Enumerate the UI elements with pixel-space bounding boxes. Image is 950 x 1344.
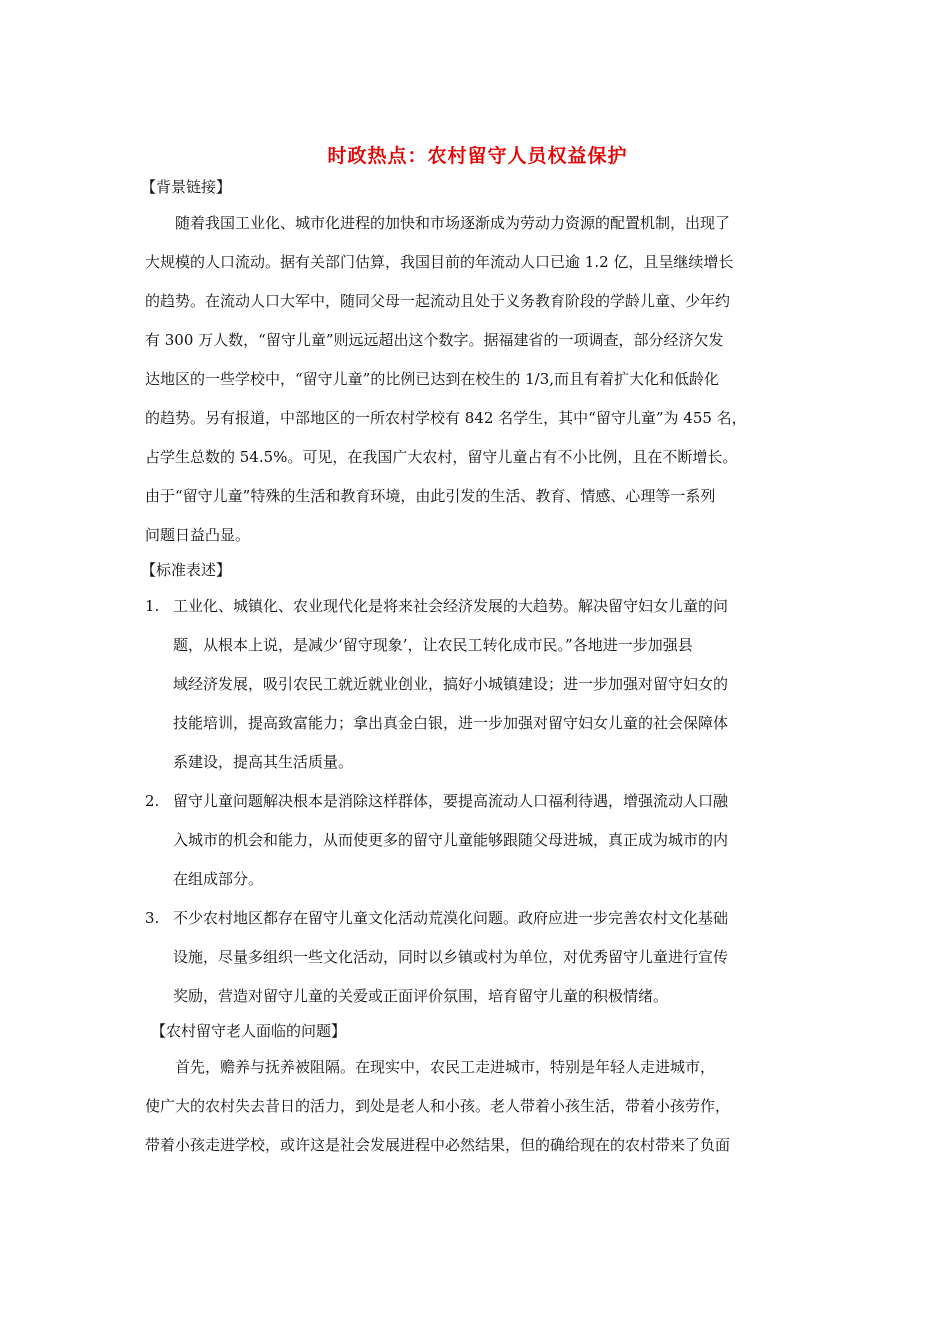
paragraph-line: 有 300 万人数，“留守儿童”则远远超出这个数字。据福建省的一项调查，部分经济欠发 [145, 331, 724, 349]
section-heading-background: 【背景链接】 [141, 178, 232, 196]
paragraph-line: 占学生总数的 54.5%。可见，在我国广大农村，留守儿童占有不小比例，且在不断增长。 [145, 448, 738, 466]
list-line: 设施，尽量多组织一些文化活动，同时以乡镇或村为单位，对优秀留守儿童进行宣传 [173, 948, 729, 966]
paragraph-line: 使广大的农村失去昔日的活力，到处是老人和小孩。老人带着小孩生活，带着小孩劳作， [145, 1097, 731, 1115]
paragraph-line: 首先，赡养与抚养被阻隔。在现实中，农民工走进城市，特别是年轻人走进城市， [175, 1058, 716, 1076]
list-item [145, 587, 810, 782]
list-line: 题，从根本上说，是减少‘留守现象’，让农民工转化成市民。”各地进一步加强县 [173, 636, 693, 654]
list-line: 系建设，提高其生活质量。 [173, 753, 354, 771]
paragraph-line: 达地区的一些学校中，“留守儿童”的比例已达到在校生的 1/3,而且有着扩大化和低龄化 [145, 370, 720, 388]
list-number: 1. [145, 597, 160, 615]
list-line: 不少农村地区都存在留守儿童文化活动荒漠化问题。政府应进一步完善农村文化基础 [173, 909, 729, 927]
list-line: 技能培训，提高致富能力；拿出真金白银，进一步加强对留守妇女儿童的社会保障体 [173, 714, 729, 732]
standard-list [145, 587, 810, 1016]
section-heading-elderly: 【农村留守老人面临的问题】 [151, 1022, 347, 1040]
paragraph-line: 的趋势。在流动人口大军中，随同父母一起流动且处于义务教育阶段的学龄儿童、少年约 [145, 292, 731, 310]
list-line: 奖励，营造对留守儿童的关爱或正面评价氛围，培育留守儿童的积极情绪。 [173, 987, 669, 1005]
list-number: 2. [145, 792, 160, 810]
list-number: 3. [145, 909, 160, 927]
paragraph-line: 的趋势。另有报道，中部地区的一所农村学校有 842 名学生，其中“留守儿童”为 455 名， [145, 409, 747, 427]
paragraph-line: 带着小孩走进学校，或许这是社会发展进程中必然结果，但的确给现在的农村带来了负面 [145, 1136, 731, 1154]
elderly-paragraph [145, 1048, 810, 1165]
paragraph-line: 问题日益凸显。 [145, 526, 251, 544]
list-line: 工业化、城镇化、农业现代化是将来社会经济发展的大趋势。解决留守妇女儿童的问 [173, 597, 729, 615]
list-line: 域经济发展，吸引农民工就近就业创业，搞好小城镇建设；进一步加强对留守妇女的 [173, 675, 729, 693]
document-title: 时政热点：农村留守人员权益保护 [327, 145, 628, 167]
paragraph-line: 由于“留守儿童”特殊的生活和教育环境，由此引发的生活、教育、情感、心理等一系列 [145, 487, 716, 505]
paragraph-line: 大规模的人口流动。据有关部门估算，我国目前的年流动人口已逾 1.2 亿，且呈继续增长 [145, 253, 734, 271]
list-line: 留守儿童问题解决根本是消除这样群体，要提高流动人口福利待遇，增强流动人口融 [173, 792, 729, 810]
section-heading-standard: 【标准表述】 [141, 561, 232, 579]
list-line: 在组成部分。 [173, 870, 264, 888]
list-item [145, 899, 810, 1016]
list-line: 入城市的机会和能力，从而使更多的留守儿童能够跟随父母进城，真正成为城市的内 [173, 831, 729, 849]
background-paragraph [145, 204, 810, 555]
paragraph-line: 随着我国工业化、城市化进程的加快和市场逐渐成为劳动力资源的配置机制，出现了 [175, 214, 731, 232]
document-page [141, 140, 810, 1165]
list-item [145, 782, 810, 899]
